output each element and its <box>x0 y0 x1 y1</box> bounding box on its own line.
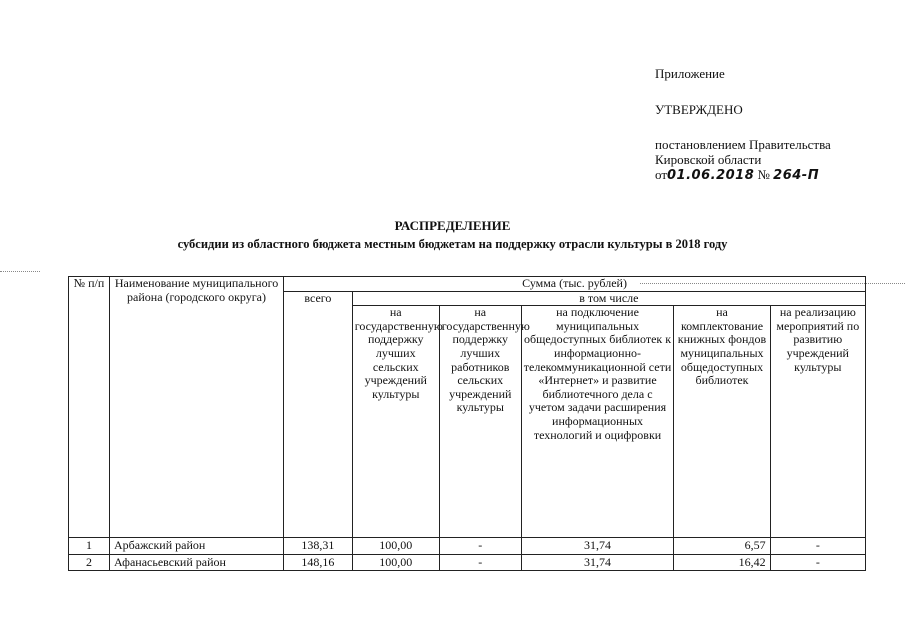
header-sub-libraries-internet: на подключение муниципальных общедоступных библиотек к информационно-телекоммуникационной сети «Интернет» и развитие библиотечного дела с учетом задачи расширения информационных технологий и оцифровки <box>521 306 674 538</box>
scan-artifact-line <box>0 271 40 272</box>
row-name: Афанасьевский район <box>109 554 283 571</box>
decree-block <box>655 137 831 183</box>
row-name: Арбажский район <box>109 538 283 555</box>
row-c1: 100,00 <box>352 538 439 555</box>
row-c1: 100,00 <box>352 554 439 571</box>
header-name: Наименование муниципального района (городского округа) <box>109 277 283 538</box>
appendix-label: Приложение <box>655 66 725 81</box>
header-row-1 <box>69 277 866 292</box>
doc-subtitle: субсидии из областного бюджета местным бюджетам на поддержку отрасли культуры в 2018 году <box>177 237 728 251</box>
row-total: 138,31 <box>284 538 353 555</box>
row-c4: 16,42 <box>674 554 770 571</box>
header-total: всего <box>284 291 353 538</box>
row-c3: 31,74 <box>521 538 674 555</box>
row-c5: - <box>770 554 865 571</box>
decree-line-1: постановлением Правительства <box>655 137 831 152</box>
header-num: № п/п <box>69 277 110 538</box>
decree-number: 264-П <box>773 168 820 183</box>
table-row <box>69 554 866 571</box>
row-num: 1 <box>69 538 110 555</box>
header-sub-book-funds: на комплектование книжных фондов муниципальных общедоступных библиотек <box>674 306 770 538</box>
table-row <box>69 538 866 555</box>
row-total: 148,16 <box>284 554 353 571</box>
distribution-table <box>68 276 866 571</box>
header-sum: Сумма (тыс. рублей) <box>284 277 866 292</box>
header-including: в том числе <box>352 291 865 306</box>
row-num: 2 <box>69 554 110 571</box>
decree-no-label: № <box>757 167 770 182</box>
header-sub-rural-institutions: на государственную поддержку лучших сельских учреждений культуры <box>352 306 439 538</box>
decree-date: 01.06.2018 <box>667 168 755 183</box>
row-c2: - <box>439 538 521 555</box>
decree-from: от <box>655 167 668 182</box>
doc-title: РАСПРЕДЕЛЕНИЕ <box>394 218 511 233</box>
row-c4: 6,57 <box>674 538 770 555</box>
row-c3: 31,74 <box>521 554 674 571</box>
header-sub-culture-development: на реализацию мероприятий по развитию учреждений культуры <box>770 306 865 538</box>
decree-line-2: Кировской области <box>655 152 762 167</box>
header-sub-rural-workers: на государственную поддержку лучших работников сельских учреждений культуры <box>439 306 521 538</box>
row-c2: - <box>439 554 521 571</box>
row-c5: - <box>770 538 865 555</box>
approved-label: УТВЕРЖДЕНО <box>655 102 743 117</box>
decree-date-line <box>655 167 831 183</box>
